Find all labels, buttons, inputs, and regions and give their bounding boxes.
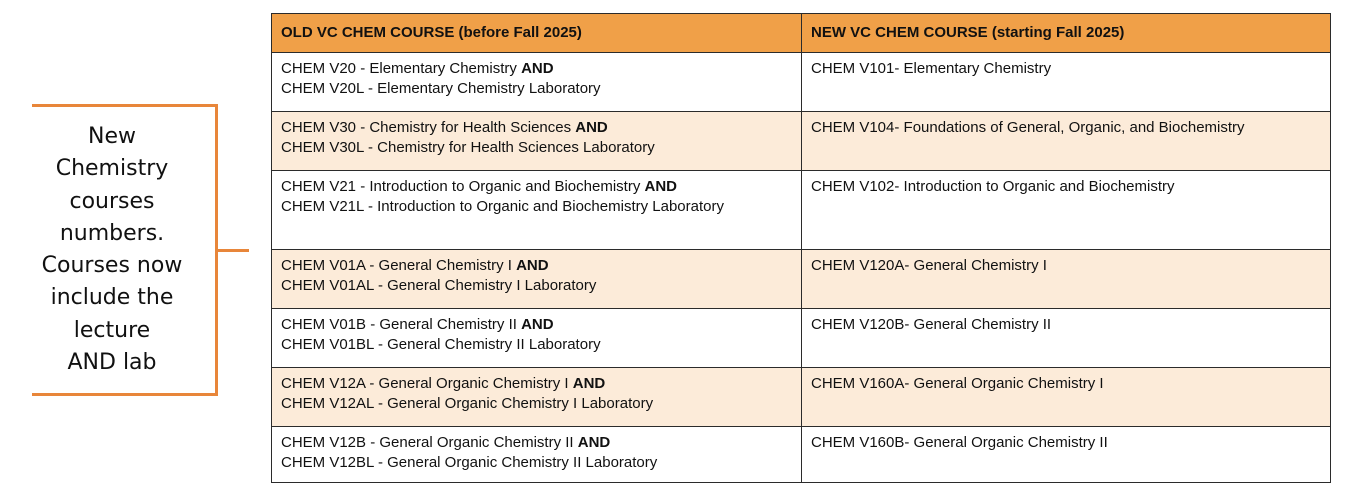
old-lecture: CHEM V12B - General Organic Chemistry II: [281, 434, 578, 451]
header-new-course: NEW VC CHEM COURSE (starting Fall 2025): [802, 14, 1331, 53]
old-lab: CHEM V12BL - General Organic Chemistry II Laboratory: [281, 454, 658, 471]
new-course-cell: CHEM V160B- General Organic Chemistry II: [802, 427, 1331, 483]
old-lab: CHEM V21L - Introduction to Organic and Biochemistry Laboratory: [281, 198, 724, 215]
and-label: AND: [644, 178, 677, 195]
old-lab: CHEM V20L - Elementary Chemistry Laboratory: [281, 80, 601, 97]
old-lab: CHEM V01BL - General Chemistry II Laboratory: [281, 336, 601, 353]
and-label: AND: [521, 316, 554, 333]
old-course-cell: [272, 112, 802, 171]
old-lab: CHEM V30L - Chemistry for Health Sciences Laboratory: [281, 139, 655, 156]
new-course-cell: CHEM V120B- General Chemistry II: [802, 309, 1331, 368]
table-row: [272, 427, 1331, 483]
old-lecture: CHEM V01A - General Chemistry I: [281, 257, 517, 274]
table-row: [272, 112, 1331, 171]
header-old-course: OLD VC CHEM COURSE (before Fall 2025): [272, 14, 802, 53]
old-lab: CHEM V01AL - General Chemistry I Laboratory: [281, 277, 597, 294]
old-lecture: CHEM V01B - General Chemistry II: [281, 316, 522, 333]
and-label: AND: [577, 434, 611, 451]
old-course-cell: [272, 250, 802, 309]
and-label: AND: [575, 119, 608, 136]
new-course-cell: CHEM V120A- General Chemistry I: [802, 250, 1331, 309]
old-lab: CHEM V12AL - General Organic Chemistry I Laboratory: [281, 395, 654, 412]
old-lecture: CHEM V30 - Chemistry for Health Sciences: [281, 119, 576, 136]
new-course-cell: CHEM V104- Foundations of General, Organic, and Biochemistry: [802, 112, 1331, 171]
table-row: [272, 171, 1331, 250]
old-course-cell: [272, 171, 802, 250]
old-lecture: CHEM V21 - Introduction to Organic and Biochemistry: [281, 178, 645, 195]
new-course-cell: CHEM V160A- General Organic Chemistry I: [802, 368, 1331, 427]
callout-pointer: [218, 249, 249, 252]
table-row: [272, 250, 1331, 309]
old-course-cell: [272, 427, 802, 483]
table-header-row: [272, 14, 1331, 53]
callout-text: New Chemistry courses numbers. Courses now include the lecture AND lab: [41, 124, 183, 376]
old-course-cell: [272, 309, 802, 368]
and-label: AND: [521, 60, 554, 77]
table-row: [272, 368, 1331, 427]
and-label: AND: [516, 257, 549, 274]
table-row: [272, 53, 1331, 112]
and-label: AND: [572, 375, 606, 392]
table-row: [272, 309, 1331, 368]
old-lecture: CHEM V20 - Elementary Chemistry: [281, 60, 522, 77]
new-course-cell: CHEM V101- Elementary Chemistry: [802, 53, 1331, 112]
old-course-cell: [272, 368, 802, 427]
old-course-cell: [272, 53, 802, 112]
course-equivalency-table: [271, 13, 1331, 483]
new-course-cell: CHEM V102- Introduction to Organic and Biochemistry: [802, 171, 1331, 250]
old-lecture: CHEM V12A - General Organic Chemistry I: [281, 375, 573, 392]
